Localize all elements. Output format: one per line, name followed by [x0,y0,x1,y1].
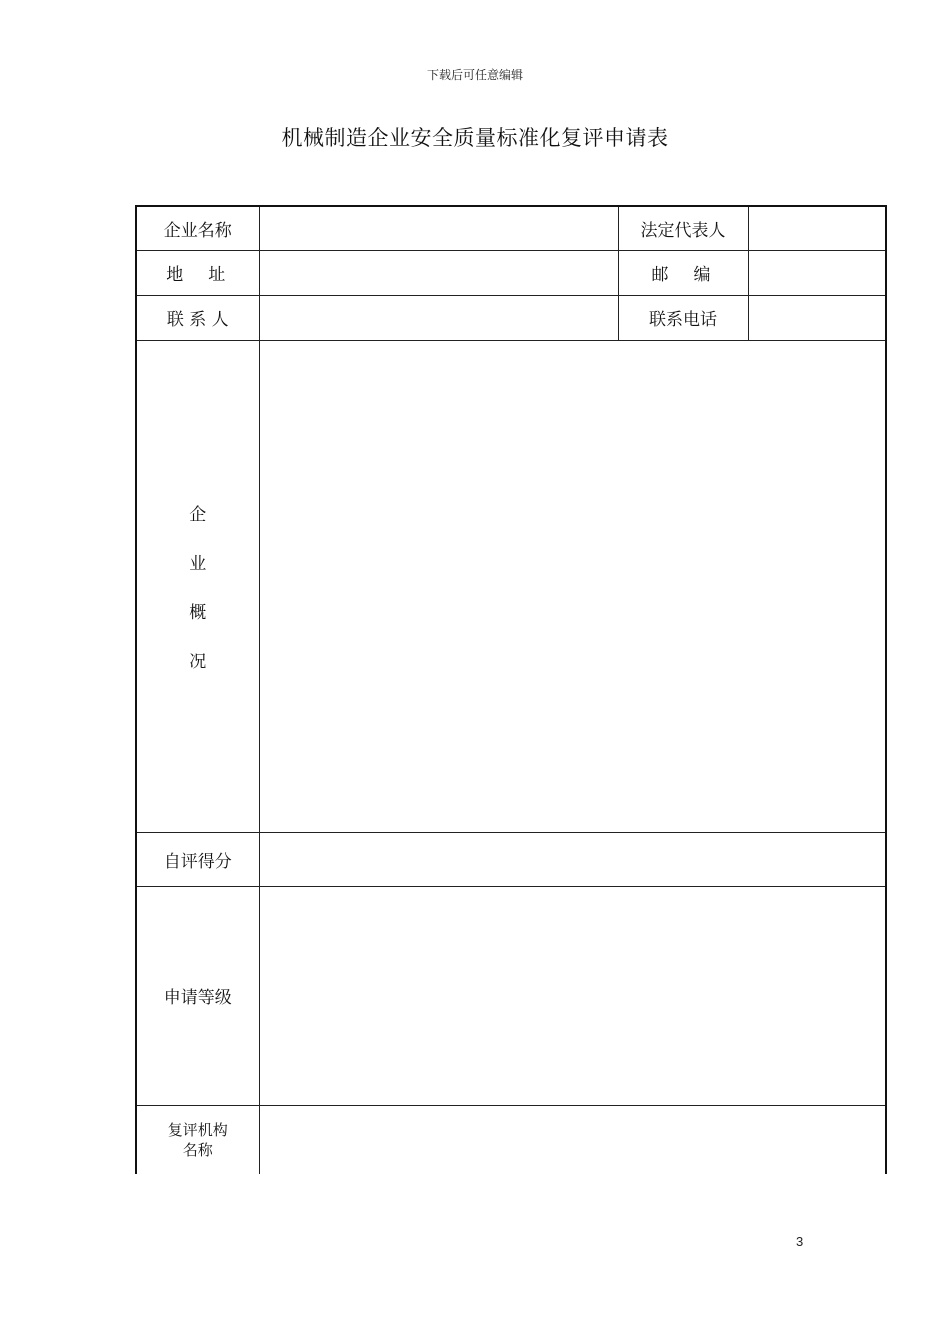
row-company-name [136,206,886,250]
company-name-label: 企业名称 [136,206,259,250]
header-note: 下载后可任意编辑 [426,68,523,82]
apply-level-label: 申请等级 [136,886,259,1105]
row-apply-level [136,886,886,1105]
apply-level-field[interactable] [259,886,886,1105]
contact-field[interactable] [259,295,618,340]
row-contact [136,295,886,340]
legal-rep-field[interactable] [748,206,886,250]
self-score-label: 自评得分 [136,832,259,886]
address-field[interactable] [259,250,618,295]
row-address [136,250,886,295]
company-name-field[interactable] [259,206,618,250]
contact-label: 联 系 人 [136,295,259,340]
address-label: 地 址 [136,250,259,295]
phone-label: 联系电话 [618,295,748,340]
overview-label-cell [136,340,259,832]
application-form-table [135,205,887,1174]
postcode-label: 邮 编 [618,250,748,295]
phone-field[interactable] [748,295,886,340]
self-score-field[interactable] [259,832,886,886]
row-overview [136,340,886,832]
postcode-field[interactable] [748,250,886,295]
overview-field[interactable] [259,340,886,832]
row-self-score [136,832,886,886]
overview-label-char-3: 概 [189,603,207,623]
page-number: 3 [796,1234,804,1249]
review-org-label-line1: 复评机构 [167,1120,228,1139]
review-org-label-cell [136,1105,259,1174]
overview-label-char-4: 况 [189,652,207,672]
overview-label [137,488,259,684]
document-title: 机械制造企业安全质量标准化复评申请表 [281,126,669,150]
review-org-field[interactable] [259,1105,886,1174]
overview-label-char-2: 业 [189,554,207,574]
overview-label-char-1: 企 [189,505,207,525]
legal-rep-label: 法定代表人 [618,206,748,250]
row-review-org [136,1105,886,1174]
review-org-label-line2: 名称 [182,1140,213,1159]
